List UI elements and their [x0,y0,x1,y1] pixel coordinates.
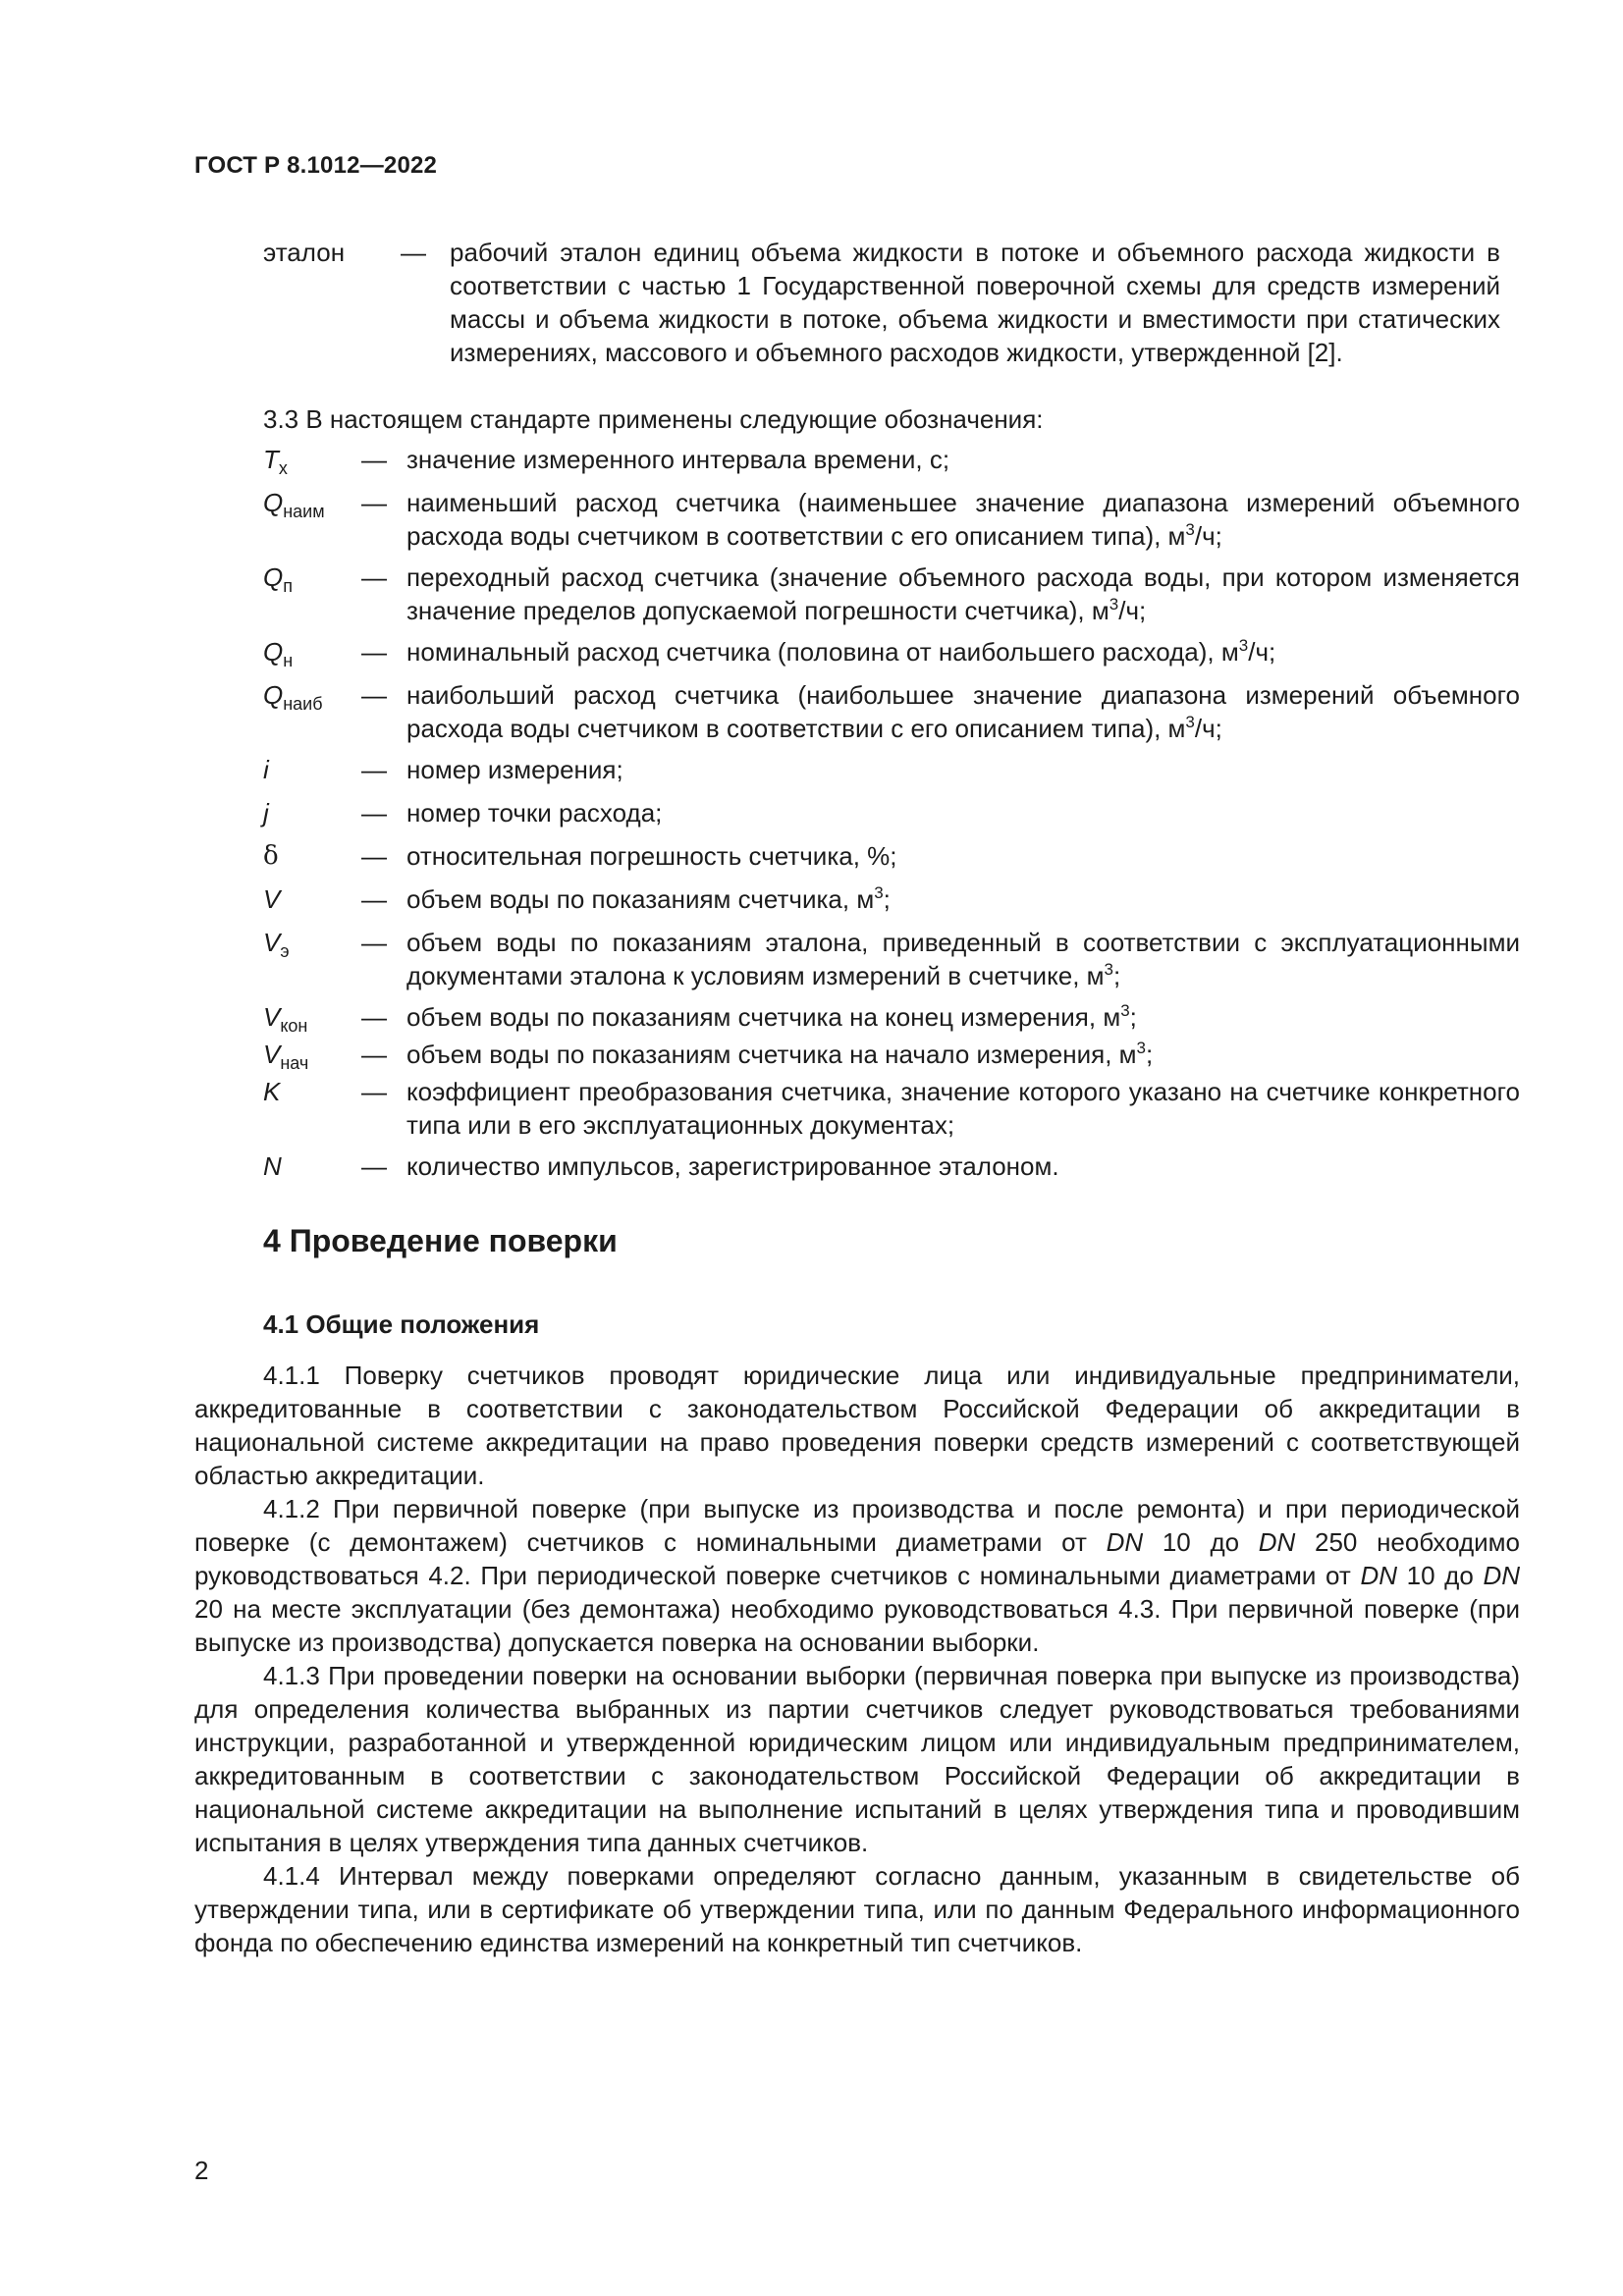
symbol-row [263,1038,1520,1075]
standard-header: ГОСТ Р 8.1012—2022 [194,152,438,179]
paragraph-4-1-1: 4.1.1 Поверку счетчиков проводят юридические лица или индивидуальные предприниматели, аккредитованные в соответствии с законодательством Российской Федерации об аккредитации в национальной системе аккредитации на право проведения поверки средств измерений с соответствующей областью аккредитации. [194,1361,1520,1490]
symbol-row [263,796,1520,839]
paragraph-4-1-4: 4.1.4 Интервал между поверками определяют согласно данным, указанным в свидетельстве об утверждении типа, или в сертификате об утверждении типа, или по данным Федерального информационного фонда по обеспечению единства измерений на конкретный тип счетчиков. [194,1861,1520,1957]
symbol-definition: объем воды по показаниям счетчика на начало измерения, $м^3$; [406,1039,1154,1069]
symbol-row [263,486,1520,561]
symbol: $T_x$ [263,445,288,478]
dash: — [401,238,426,267]
dash: — [361,1002,387,1032]
dash: — [361,1151,387,1181]
symbol-definition: переходный расход счетчика (значение объемного расхода воды, при котором изменяется значение пределов допускаемой погрешности счетчика), $м^3/ч$; [406,562,1520,625]
symbol: V [263,884,281,914]
symbol: $Q_п$ [263,562,293,596]
symbol: $V_{кон}$ [263,1002,308,1036]
symbol-definition: коэффициент преобразования счетчика, значение которого указано на счетчике конкретного типа или в его эксплуатационных документах; [406,1077,1520,1140]
symbol-row [263,839,1520,882]
dash: — [361,841,387,871]
etalon-definition [263,236,1520,369]
symbol: $Q_н$ [263,637,294,670]
dash: — [361,1077,387,1106]
section-title: 4 Проведение поверки [263,1223,618,1258]
subsection-title: 4.1 Общие положения [263,1309,540,1339]
term: эталон [263,238,346,267]
symbol: j [263,798,269,828]
symbol: δ [263,841,279,871]
dash: — [361,680,387,710]
symbol-definition: объем воды по показаниям счетчика на конец измерения, $м^3$; [406,1001,1137,1032]
symbol: $V_э$ [263,928,290,961]
symbol-row [263,1000,1520,1038]
section-body [194,1359,1520,1959]
symbols-list [263,443,1520,1193]
symbol-definition: объем воды по показаниям счетчика, $м^3$; [406,883,891,914]
symbol-row [263,1075,1520,1149]
symbol-definition: номер точки расхода; [406,798,663,828]
dash: — [361,1040,387,1069]
dash: — [361,928,387,957]
symbol-definition: наименьший расход счетчика (наименьшее значение диапазона измерений объемного расхода воды счетчиком в соответствии с его описанием типа), $м^3/ч$; [406,488,1520,551]
symbol: N [263,1151,282,1181]
definition-row [263,236,1520,369]
symbol: $Q_{наиб}$ [263,680,323,714]
symbol-row [263,678,1520,753]
dash: — [361,562,387,592]
page-number: 2 [194,2156,209,2185]
symbol: $Q_{наим}$ [263,488,325,521]
symbol: K [263,1077,281,1106]
symbol-definition: номинальный расход счетчика (половина от наибольшего расхода), $м^3/ч$; [406,636,1276,667]
symbol-definition: номер измерения; [406,755,623,784]
symbol-definition: объем воды по показаниям эталона, приведенный в соответствии с эксплуатационными документами эталона к условиям измерений в счетчике, $м^3$; [406,928,1520,990]
dash: — [361,798,387,828]
symbol-definition: наибольший расход счетчика (наибольшее значение диапазона измерений объемного расхода воды счетчиком в соответствии с его описанием типа), $м^3/ч$; [406,680,1520,743]
clause-3-3: 3.3 В настоящем стандарте применены следующие обозначения: [263,404,1044,434]
symbol: $V_{нач}$ [263,1040,309,1073]
term-definition: рабочий эталон единиц объема жидкости в потоке и объемного расхода жидкости в соответствии с частью 1 Государственной поверочной схемы для средств измерений массы и объема жидкости в потоке, объема жидкости и вместимости при статических измерениях, массового и объемного расходов жидкости, утвержденной [2]. [450,238,1500,367]
paragraph-4-1-2: 4.1.2 При первичной поверке (при выпуске из производства и после ремонта) и при периодической поверке (с демонтажем) счетчиков с номинальными диаметрами от DN 10 до DN 250 необходимо руководствоваться 4.2. При периодической поверке счетчиков с номинальными диаметрами от DN 10 до DN 20 на месте эксплуатации (без демонтажа) необходимо руководствоваться 4.3. При первичной поверке (при выпуске из производства) допускается поверка на основании выборки. [194,1494,1520,1657]
symbol-definition: значение измеренного интервала времени, с; [406,445,950,474]
symbol-row [263,635,1520,678]
symbol-row [263,882,1520,926]
dash: — [361,884,387,914]
dash: — [361,488,387,517]
dash: — [361,755,387,784]
symbol: i [263,755,269,784]
symbol-row [263,926,1520,1000]
symbol-definition: количество импульсов, зарегистрированное эталоном. [406,1151,1059,1181]
symbol-row [263,561,1520,635]
dash: — [361,637,387,667]
symbol-definition: относительная погрешность счетчика, %; [406,841,897,871]
paragraph-4-1-3: 4.1.3 При проведении поверки на основании выборки (первичная поверка при выпуске из производства) для определения количества выбранных из партии счетчиков следует руководствоваться требованиями инструкции, разработанной и утвержденной юридическим лицом или индивидуальным предпринимателем, аккредитованным в соответствии с законодательством Российской Федерации об аккредитации в национальной системе аккредитации на выполнение испытаний в целях утверждения типа и проводившим испытания в целях утверждения типа данных счетчиков. [194,1661,1520,1857]
symbol-row [263,753,1520,796]
symbol-row [263,443,1520,486]
dash: — [361,445,387,474]
symbol-row [263,1149,1520,1193]
